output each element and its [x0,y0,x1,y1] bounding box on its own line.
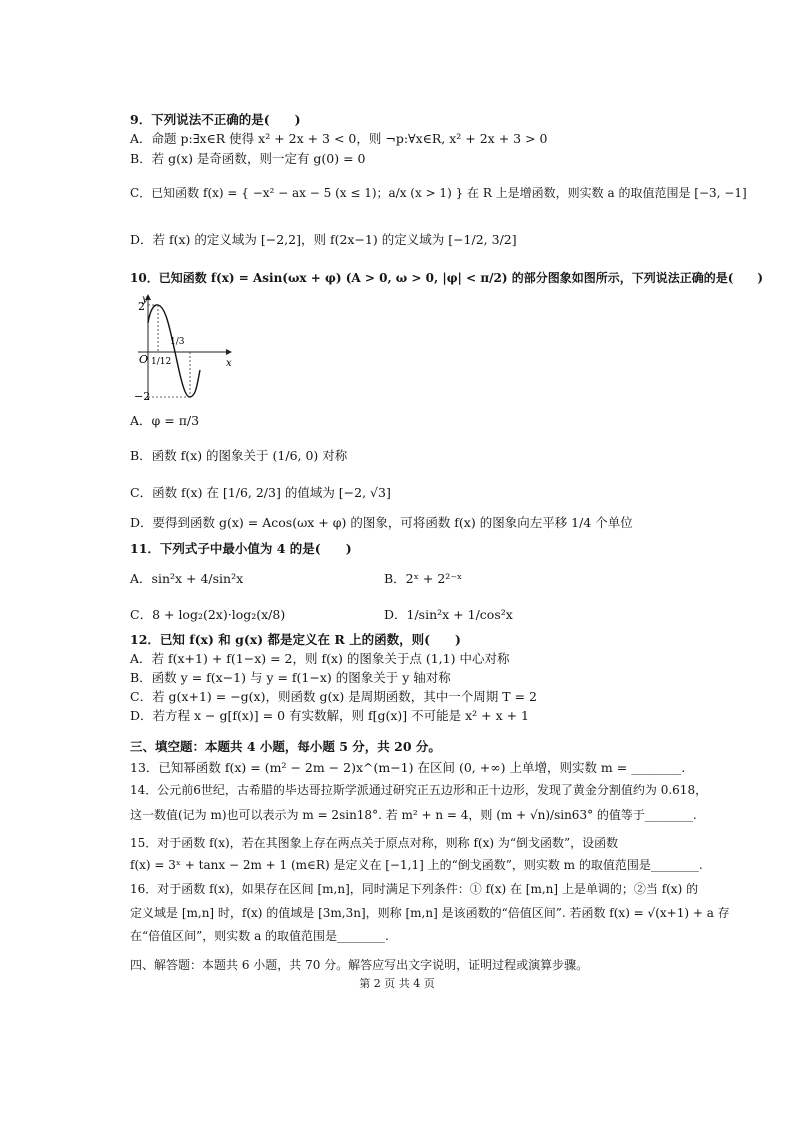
q12-option-c: C．若 g(x+1) = −g(x)，则函数 g(x) 是周期函数，其中一个周期 T = 2 [130,689,537,704]
tick-a-label: 1/12 [151,357,172,367]
max-label: 2 [138,300,145,313]
q16-line-2: 定义域是 [m,n] 时，f(x) 的值域是 [3m,3n]，则称 [m,n] 是该函数的“倍值区间”. 若函数 f(x) = √(x+1) + a 存 [130,906,730,920]
q15-line-1: 15．对于函数 f(x)，若在其图象上存在两点关于原点对称，则称 f(x) 为“倒戈函数”，设函数 [130,836,619,850]
q11-option-a: A．sin²x + 4/sin²x [130,571,244,586]
y-label: y [142,294,148,305]
q9-option-a: A．命题 p:∃x∈R 使得 x² + 2x + 3 < 0，则 ¬p:∀x∈R, x² + 2x + 3 > 0 [130,131,548,146]
min-label: −2 [134,390,151,403]
q12-stem: 12．已知 f(x) 和 g(x) 都是定义在 R 上的函数，则( ) [130,632,461,647]
q12-option-d: D．若方程 x − g[f(x)] = 0 有实数解，则 f[g(x)] 不可能是 x² + x + 1 [130,708,530,723]
q12-option-a: A．若 f(x+1) + f(1−x) = 2，则 f(x) 的图象关于点 (1,1) 中心对称 [130,651,510,666]
q9-option-c: C．已知函数 f(x) = { −x² − ax − 5 (x ≤ 1)；a/x (x > 1) } 在 R 上是增函数，则实数 a 的取值范围是 [−3, −1] [130,186,747,200]
q11-option-b: B．2ˣ + 2²⁻ˣ [384,571,463,586]
q11-stem: 11．下列式子中最小值为 4 的是( ) [130,541,352,556]
q11-option-d: D．1/sin²x + 1/cos²x [384,607,513,622]
q9-option-d: D．若 f(x) 的定义域为 [−2,2]，则 f(2x−1) 的定义域为 [−1/2, 3/2] [130,232,517,247]
q9-option-b: B．若 g(x) 是奇函数，则一定有 g(0) = 0 [130,151,366,166]
q12-option-b: B．函数 y = f(x−1) 与 y = f(1−x) 的图象关于 y 轴对称 [130,670,451,685]
q13-text: 13．已知幂函数 f(x) = (m² − 2m − 2)x^(m−1) 在区间 (0, +∞) 上单增，则实数 m = ________. [130,760,686,775]
x-axis-arrow [226,349,232,355]
q10-option-c: C．函数 f(x) 在 [1/6, 2/3] 的值域为 [−2, √3] [130,485,391,500]
q10-sine-graph [134,290,234,405]
q9-stem: 9．下列说法不正确的是( ) [130,112,301,127]
q16-line-1: 16．对于函数 f(x)，如果存在区间 [m,n]，同时满足下列条件：① f(x) 在 [m,n] 上是单调的；②当 f(x) 的 [130,882,699,896]
q16-line-3: 在“倍值区间”，则实数 a 的取值范围是________. [130,929,389,943]
q14-line-1: 14．公元前6世纪，古希腊的毕达哥拉斯学派通过研究正五边形和正十边形，发现了黄金分割值约为 0.618， [130,783,708,797]
section-4-heading: 四、解答题：本题共 6 小题，共 70 分。解答应写出文字说明，证明过程或演算步骤。 [130,958,589,972]
q10-stem: 10．已知函数 f(x) = Asin(ωx + φ) (A > 0, ω > 0, |φ| < π/2) 的部分图象如图所示，下列说法正确的是( ) [130,271,764,285]
page-footer: 第 2 页 共 4 页 [359,977,435,990]
q10-option-b: B．函数 f(x) 的图象关于 (1/6, 0) 对称 [130,448,348,463]
tick-b-label: 1/3 [170,337,185,347]
origin-label: O [139,353,149,366]
q15-line-2: f(x) = 3ˣ + tanx − 2m + 1 (m∈R) 是定义在 [−1,1] 上的“倒戈函数”，则实数 m 的取值范围是________. [130,858,703,872]
q10-option-a: A．φ = π/3 [130,413,200,428]
q11-option-c: C．8 + log₂(2x)·log₂(x/8) [130,607,286,622]
q14-line-2: 这一数值(记为 m)也可以表示为 m = 2sin18°. 若 m² + n = 4，则 (m + √n)/sin63° 的值等于________. [130,808,697,822]
q10-option-d: D．要得到函数 g(x) = Acos(ωx + φ) 的图象，可将函数 f(x) 的图象向左平移 1/4 个单位 [130,515,633,530]
x-label: x [226,358,232,369]
sine-curve [148,305,200,397]
section-3-heading: 三、填空题：本题共 4 小题，每小题 5 分，共 20 分。 [130,739,441,754]
